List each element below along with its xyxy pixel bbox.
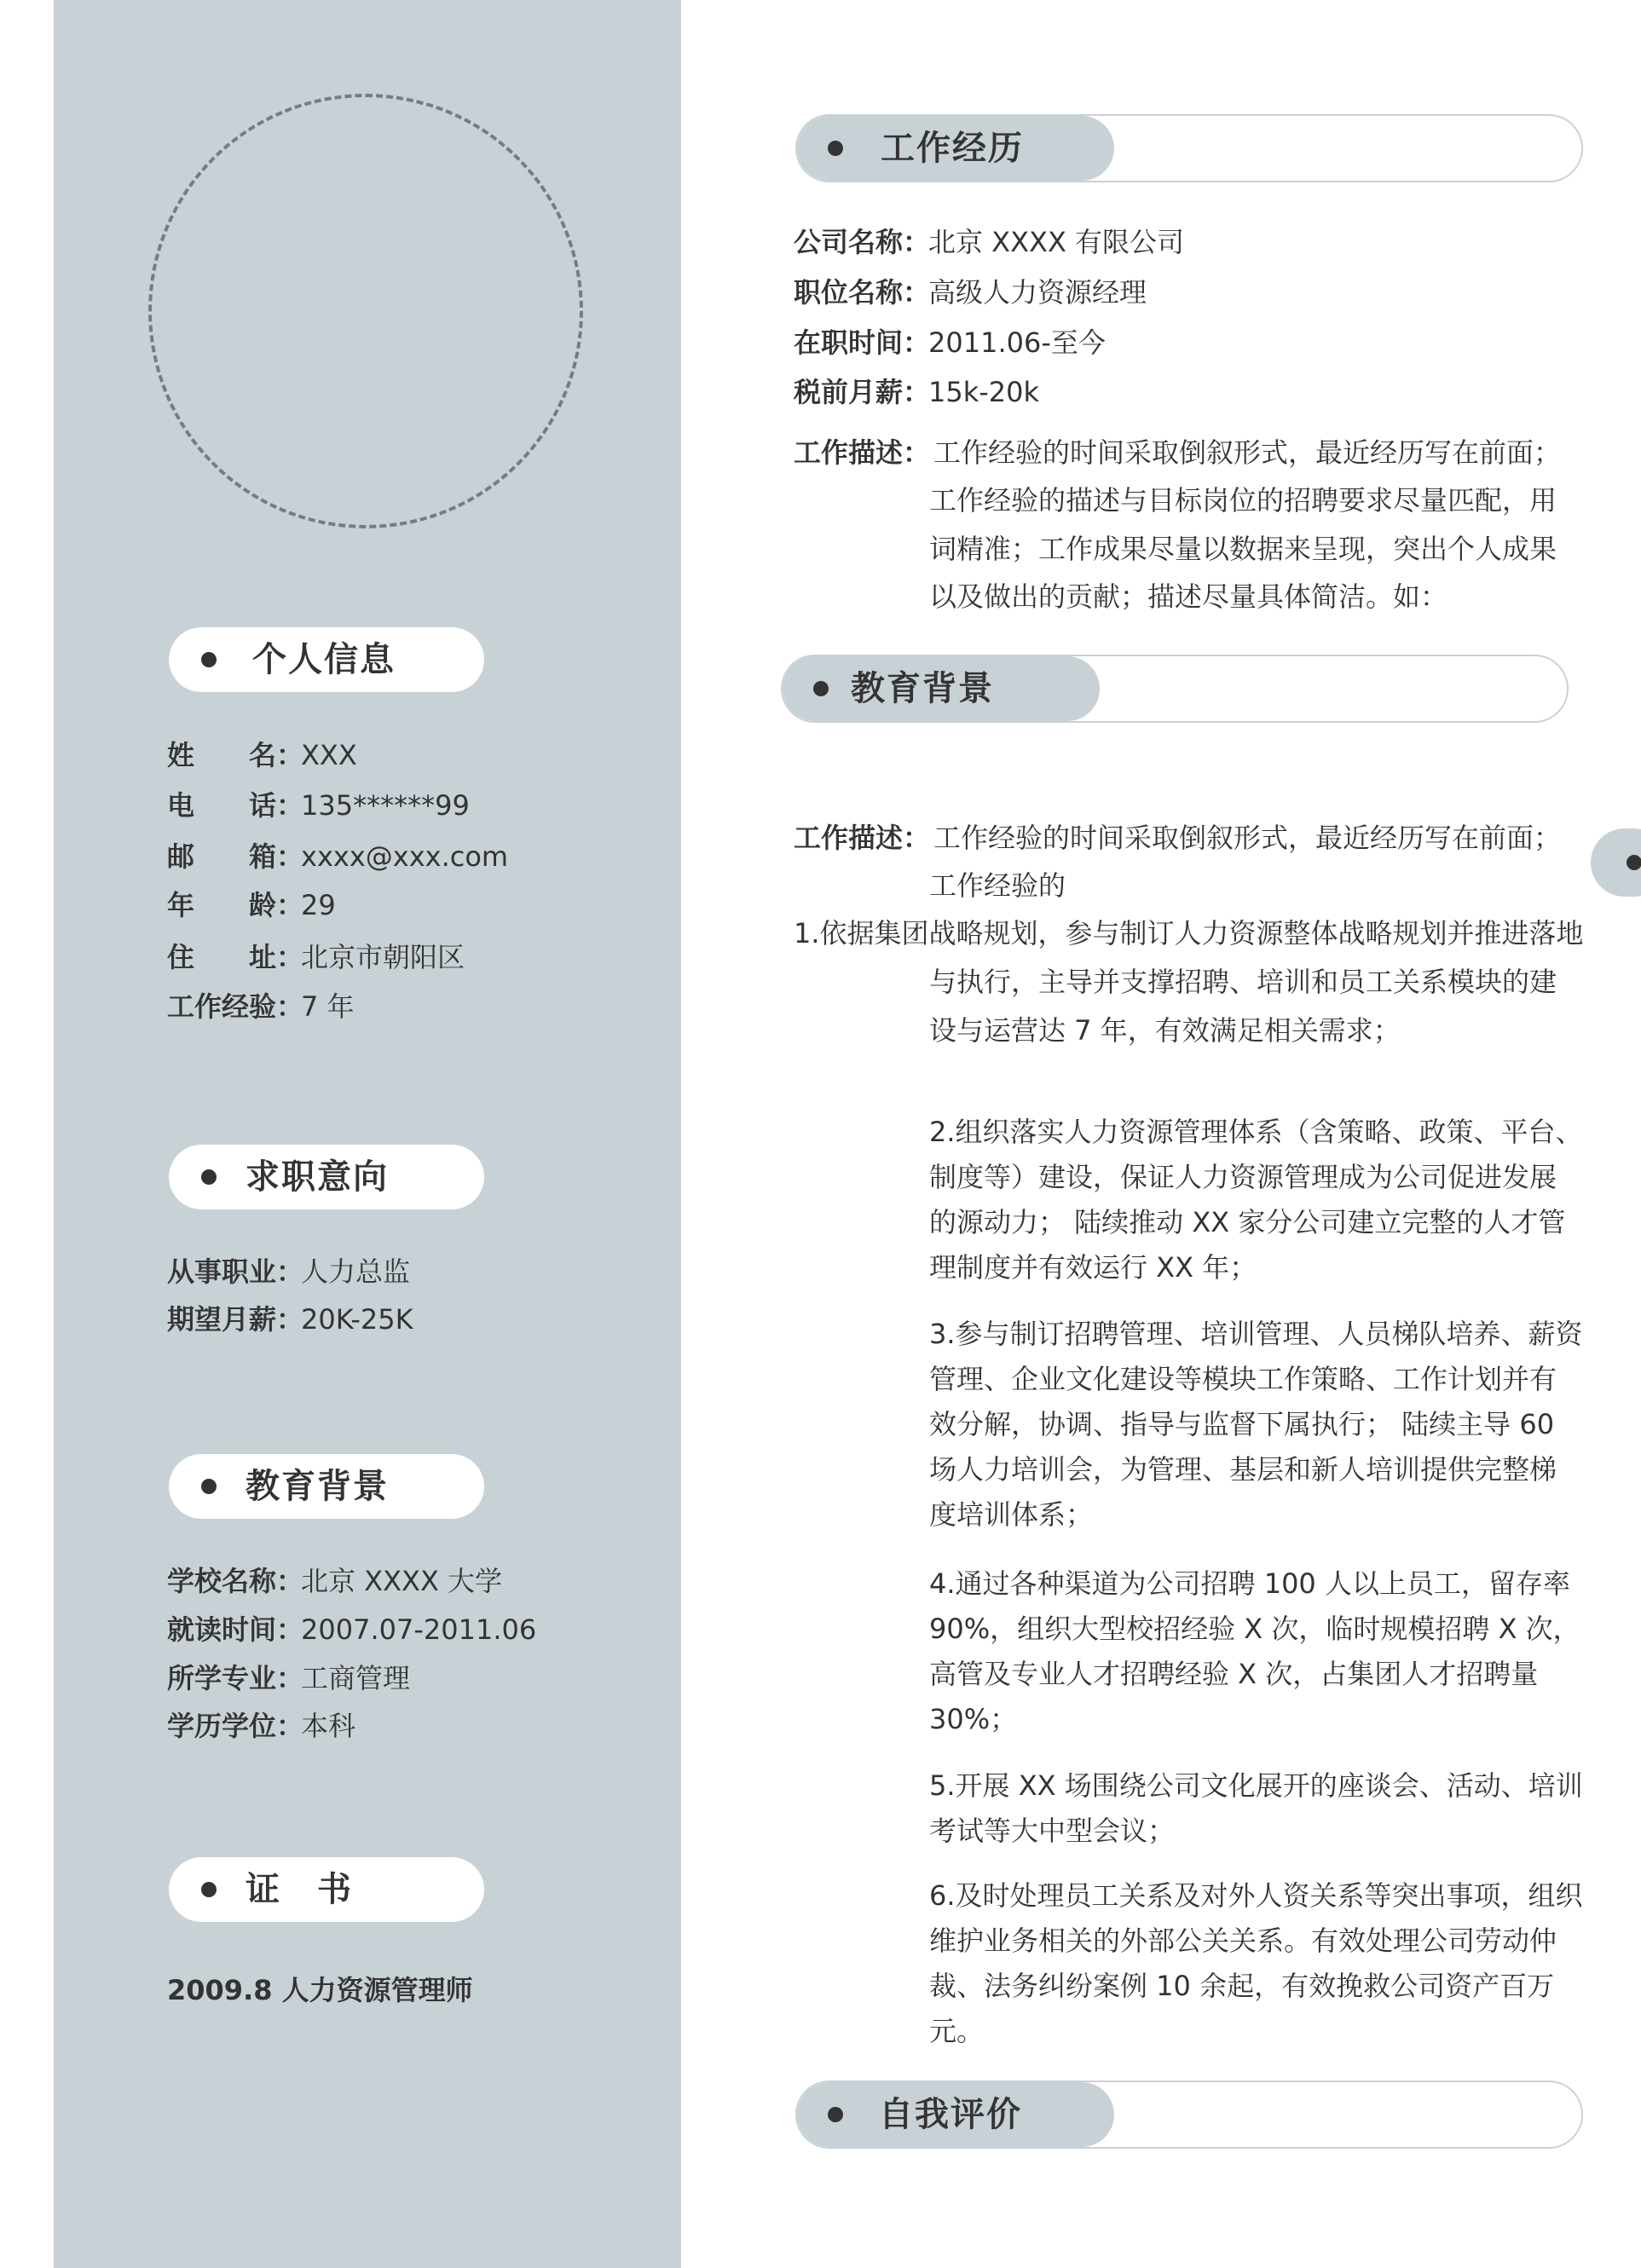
edu-item-line: 设与运营达 7 年，有效满足相关需求； — [929, 1014, 1401, 1047]
field-label: 期望月薪： — [167, 1303, 304, 1336]
personal-row-name — [167, 738, 357, 772]
field-value: 本科 — [301, 1710, 356, 1742]
personal-row-email — [167, 840, 508, 874]
section-title: 证 书 — [246, 1870, 353, 1909]
edu-item-line: 30%； — [929, 1703, 1018, 1735]
edu-item-line: 管理、企业文化建设等模块工作策略、工作计划并有 — [929, 1363, 1557, 1395]
bullet-dot-icon — [201, 1882, 217, 1897]
field-value: 北京市朝阳区 — [301, 941, 465, 973]
edu-item-line: 2.组织落实人力资源管理体系（含策略、政策、平台、 — [929, 1116, 1583, 1148]
field-label: 年 龄： — [167, 889, 304, 921]
edu-item-line: 1.依据集团战略规划，参与制订人力资源整体战略规划并推进落地 — [794, 917, 1584, 949]
personal-row-phone — [167, 788, 470, 822]
education-row-degree — [167, 1709, 355, 1743]
field-value: 135******99 — [301, 789, 470, 822]
edu-item-line: 90%，组织大型校招经验 X 次，临时规模招聘 X 次， — [929, 1613, 1580, 1645]
field-value: 工商管理 — [301, 1662, 411, 1694]
section-header-intent — [167, 1143, 573, 1211]
edu-item-line: 考试等大中型会议； — [929, 1815, 1176, 1847]
education-row-major — [167, 1661, 410, 1695]
field-value: 北京 XXXX 大学 — [301, 1565, 503, 1597]
bullet-dot-icon — [1627, 855, 1641, 870]
field-label: 税前月薪： — [794, 376, 931, 408]
edu-desc-line: 工作经验的 — [929, 869, 1066, 902]
section-header-work — [795, 114, 1583, 182]
work-desc-line: 工作经验的描述与目标岗位的招聘要求尽量匹配，用 — [929, 484, 1557, 517]
work-row-salary — [794, 375, 1039, 409]
section-title: 自我评价 — [879, 2095, 1022, 2134]
edu-item-line: 高管及专业人才招聘经验 X 次，占集团人才招聘量 — [929, 1658, 1539, 1690]
section-title: 个人信息 — [252, 640, 396, 679]
edu-item-line: 3.参与制订招聘管理、培训管理、人员梯队培养、薪资 — [929, 1318, 1583, 1350]
field-value: 20K-25K — [301, 1303, 413, 1336]
education-row-period — [167, 1613, 536, 1647]
edu-item-line: 理制度并有效运行 XX 年； — [929, 1251, 1257, 1284]
bullet-dot-icon — [201, 1479, 217, 1494]
field-label: 公司名称： — [794, 226, 931, 258]
edu-item-line: 与执行，主导并支撑招聘、培训和员工关系模块的建 — [929, 966, 1557, 998]
work-desc-label — [794, 436, 930, 470]
edu-item-line: 场人力培训会，为管理、基层和新人培训提供完整梯 — [929, 1453, 1557, 1486]
field-label: 在职时间： — [794, 326, 931, 359]
field-value: 2007.07-2011.06 — [301, 1613, 537, 1646]
field-value: 2011.06-至今 — [928, 326, 1106, 359]
field-value: 15k-20k — [928, 376, 1040, 408]
edu-item-line: 6.及时处理员工关系及对外人资关系等突出事项，组织 — [929, 1879, 1583, 1912]
personal-row-age — [167, 888, 336, 922]
field-value: 北京 XXXX 有限公司 — [928, 226, 1185, 258]
section-header-personal — [167, 626, 573, 694]
side-tab[interactable] — [1591, 828, 1641, 897]
edu-item-line: 元。 — [929, 2015, 985, 2047]
field-value: 人力总监 — [301, 1255, 411, 1288]
edu-item-line: 度培训体系； — [929, 1498, 1094, 1531]
field-label: 姓 名： — [167, 739, 304, 771]
edu-item-line: 制度等）建设，保证人力资源管理成为公司促进发展 — [929, 1161, 1557, 1193]
field-value: 7 年 — [301, 990, 355, 1023]
bullet-dot-icon — [201, 1169, 217, 1185]
field-value: xxxx@xxx.com — [301, 840, 509, 873]
work-desc-line: 工作经验的时间采取倒叙形式，最近经历写在前面； — [933, 436, 1562, 469]
personal-row-experience — [167, 990, 355, 1024]
field-label: 电 话： — [167, 789, 304, 822]
field-label: 工作描述： — [794, 436, 931, 469]
edu-desc-label — [794, 821, 930, 855]
education-row-school — [167, 1564, 502, 1598]
field-label: 工作描述： — [794, 822, 931, 854]
photo-placeholder[interactable] — [148, 94, 583, 528]
section-header-certificates — [167, 1855, 573, 1924]
section-header-education-right — [781, 655, 1569, 723]
bullet-dot-icon — [828, 2107, 843, 2122]
section-header-self-eval — [795, 2080, 1583, 2149]
bullet-dot-icon — [813, 681, 829, 696]
field-value: XXX — [301, 739, 357, 771]
field-label: 就读时间： — [167, 1613, 304, 1646]
field-value: 29 — [301, 889, 336, 921]
field-label: 邮 箱： — [167, 840, 304, 873]
section-title: 教育背景 — [246, 1467, 389, 1506]
edu-desc-line: 工作经验的时间采取倒叙形式，最近经历写在前面； — [933, 822, 1562, 854]
section-title: 工作经历 — [881, 129, 1024, 168]
section-title: 求职意向 — [246, 1157, 389, 1197]
certificate-item: 2009.8 人力资源管理师 — [167, 1974, 473, 2006]
intent-row-occupation — [167, 1255, 410, 1289]
field-label: 学校名称： — [167, 1565, 304, 1597]
field-label: 从事职业： — [167, 1255, 304, 1288]
field-label: 职位名称： — [794, 276, 931, 309]
intent-row-salary — [167, 1302, 413, 1336]
edu-item-line: 的源动力； 陆续推动 XX 家分公司建立完整的人才管 — [929, 1206, 1566, 1238]
field-value: 高级人力资源经理 — [928, 276, 1147, 309]
bullet-dot-icon — [828, 141, 843, 156]
edu-item-line: 4.通过各种渠道为公司招聘 100 人以上员工，留存率 — [929, 1567, 1570, 1600]
edu-item-line: 5.开展 XX 场围绕公司文化展开的座谈会、活动、培训 — [929, 1769, 1583, 1802]
work-desc-line: 以及做出的贡献；描述尽量具体简洁。如： — [929, 580, 1448, 613]
edu-item-line: 效分解，协调、指导与监督下属执行； 陆续主导 60 — [929, 1408, 1555, 1440]
section-title: 教育背景 — [851, 669, 994, 708]
personal-row-address — [167, 940, 465, 974]
field-label: 所学专业： — [167, 1662, 304, 1694]
field-label: 工作经验： — [167, 990, 304, 1023]
work-row-position — [794, 275, 1147, 309]
bullet-dot-icon — [201, 652, 217, 667]
field-label: 学历学位： — [167, 1710, 304, 1742]
edu-item-line: 维护业务相关的外部公关关系。有效处理公司劳动仲 — [929, 1925, 1557, 1957]
edu-item-line: 裁、法务纠纷案例 10 余起，有效挽救公司资产百万 — [929, 1970, 1555, 2002]
work-row-tenure — [794, 326, 1106, 360]
field-label: 住 址： — [167, 941, 304, 973]
work-row-company — [794, 225, 1184, 259]
work-desc-line: 词精准；工作成果尽量以数据来呈现，突出个人成果 — [929, 533, 1557, 565]
section-header-education-left — [167, 1452, 573, 1521]
